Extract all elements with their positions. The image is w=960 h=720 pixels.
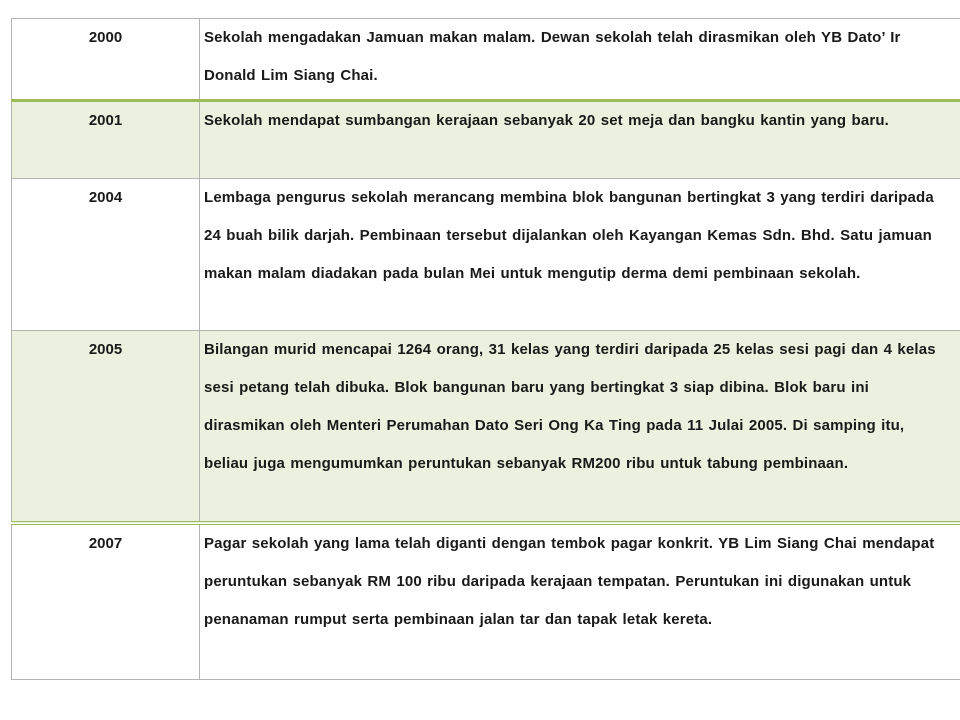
table-row [12, 179, 960, 331]
table-row [12, 523, 960, 680]
event-cell [200, 19, 960, 101]
year-cell [12, 179, 200, 331]
year-cell [12, 101, 200, 179]
history-timeline-table [11, 18, 960, 680]
table-row [12, 101, 960, 179]
year-label: 2001 [88, 112, 123, 129]
event-description: Bilangan murid mencapai 1264 orang, 31 kelas yang terdiri daripada 25 kelas sesi pagi dan 4 kelas sesi petang telah dibuka. Blok bangunan baru yang bertingkat 3 siap dibina. Blok baru ini dirasmikan oleh Menteri Perumahan Dato Seri Ong Ka Ting pada 11 Julai 2005. Di samping itu, beliau juga mengumumkan peruntukan sebanyak RM200 ribu untuk tabung pembinaan. [204, 341, 936, 472]
event-description: Sekolah mengadakan Jamuan makan malam. Dewan sekolah telah dirasmikan oleh YB Dato’ Ir Donald Lim Siang Chai. [204, 29, 901, 84]
event-cell [200, 331, 960, 524]
year-label: 2000 [88, 29, 123, 46]
year-cell [12, 19, 200, 101]
table-row [12, 19, 960, 101]
event-description: Pagar sekolah yang lama telah diganti dengan tembok pagar konkrit. YB Lim Siang Chai mendapat peruntukan sebanyak RM 100 ribu daripada kerajaan tempatan. Peruntukan ini digunakan untuk penanaman rumput serta pembinaan jalan tar dan tapak letak kereta. [204, 535, 935, 628]
event-description: Sekolah mendapat sumbangan kerajaan sebanyak 20 set meja dan bangku kantin yang baru. [204, 112, 889, 129]
year-cell [12, 523, 200, 680]
event-description: Lembaga pengurus sekolah merancang membina blok bangunan bertingkat 3 yang terdiri daripada 24 buah bilik darjah. Pembinaan tersebut dijalankan oleh Kayangan Kemas Sdn. Bhd. Satu jamuan makan malam diadakan pada bulan Mei untuk mengutip derma demi pembinaan sekolah. [204, 189, 934, 282]
event-cell [200, 179, 960, 331]
event-cell [200, 101, 960, 179]
year-cell [12, 331, 200, 524]
event-cell [200, 523, 960, 680]
year-label: 2005 [88, 341, 123, 358]
year-label: 2004 [88, 189, 123, 206]
table-row [12, 331, 960, 524]
year-label: 2007 [88, 535, 123, 552]
